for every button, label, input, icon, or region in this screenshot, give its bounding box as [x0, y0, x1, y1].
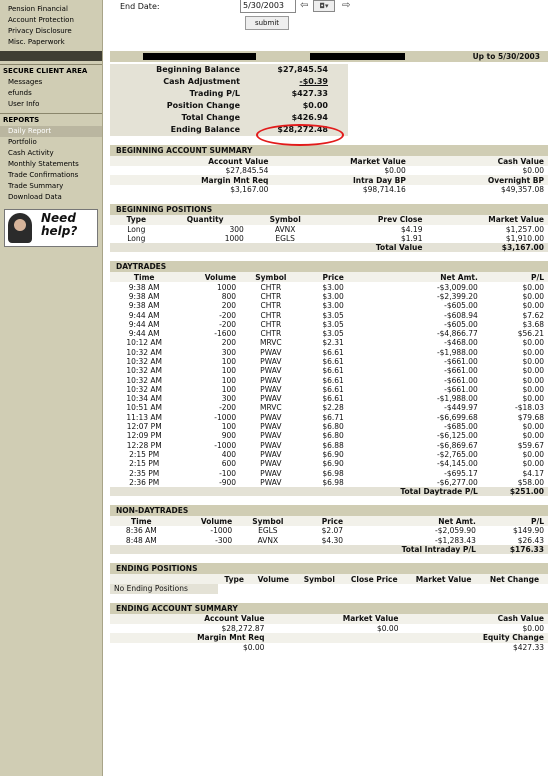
- column-header: Symbol: [296, 574, 342, 584]
- cell: 2:35 PM: [129, 468, 160, 478]
- table-row: [110, 450, 548, 459]
- table-row: [110, 375, 548, 384]
- cell: -1000: [210, 526, 233, 536]
- cell: $0.00: [522, 449, 544, 459]
- sidebar: [0, 0, 103, 776]
- cell: 100: [221, 384, 237, 394]
- daytrades: [110, 261, 548, 496]
- cell: -1000: [214, 440, 237, 450]
- table-row: [110, 348, 548, 357]
- column-header: P/L: [480, 516, 548, 526]
- table-row: [110, 459, 548, 468]
- cell: $6.61: [322, 357, 344, 366]
- summary-value: $3,167.00: [230, 185, 269, 195]
- summary-value: $427.33: [512, 642, 544, 652]
- column-header: Time: [110, 516, 173, 526]
- balance-key: Ending Balance: [170, 125, 240, 134]
- cell: $0.00: [522, 384, 544, 394]
- cell: 10:34 AM: [126, 394, 162, 404]
- cell: -$1,988.00: [436, 347, 478, 357]
- sidebar-item-pension-financial[interactable]: Pension Financial: [8, 5, 68, 13]
- balance-value: $427.33: [291, 89, 328, 98]
- table-row: [110, 292, 548, 301]
- cell: 2:36 PM: [129, 477, 160, 487]
- sidebar-item-daily-report[interactable]: Daily Report: [0, 126, 102, 137]
- cell: 10:32 AM: [126, 357, 162, 366]
- section-title: BEGINNING ACCOUNT SUMMARY: [110, 145, 548, 156]
- cell: 10:51 AM: [126, 403, 162, 413]
- cell: $6.90: [322, 449, 344, 459]
- cell: $1,257.00: [505, 224, 544, 234]
- cell: -$605.00: [444, 319, 478, 329]
- summary-value: $0.00: [522, 166, 544, 176]
- table-row: [110, 422, 548, 431]
- column-header: Net Amt.: [348, 272, 482, 282]
- balance-value: $28,272.48: [277, 125, 328, 134]
- cell: $6.80: [322, 422, 344, 432]
- cell: $6.61: [322, 375, 344, 385]
- table-row: [110, 320, 548, 329]
- total-row: [110, 243, 548, 252]
- cell: $26.43: [517, 535, 544, 545]
- total-label: Total Intraday P/L: [347, 545, 480, 554]
- need-help-label: Need help?: [41, 211, 78, 238]
- cell: -$1,283.43: [434, 535, 476, 545]
- cell: $58.00: [517, 477, 544, 487]
- cell: -$4,145.00: [436, 459, 478, 469]
- cell: 2:15 PM: [129, 459, 160, 469]
- column-header: Price: [299, 516, 347, 526]
- cell: Long: [127, 234, 146, 244]
- total-value: $251.00: [482, 487, 548, 496]
- table-row: [110, 441, 548, 450]
- balance-value: $0.00: [302, 101, 328, 110]
- cell: -$2,765.00: [436, 449, 478, 459]
- cell: PWAV: [260, 449, 282, 459]
- table-row: [110, 385, 548, 394]
- sidebar-item-cash-activity[interactable]: Cash Activity: [8, 149, 54, 157]
- sidebar-item-user-info[interactable]: User Info: [8, 100, 40, 108]
- cell: 10:32 AM: [126, 366, 162, 376]
- cell: $3.00: [322, 282, 344, 292]
- cell: $2.31: [322, 338, 344, 348]
- sidebar-divider: [0, 51, 102, 61]
- column-header: Price: [302, 272, 348, 282]
- summary-value: $98,714.16: [362, 185, 406, 195]
- cell: -1600: [214, 329, 237, 339]
- cell: -$6,699.68: [436, 412, 478, 422]
- sidebar-item-trade-confirmations[interactable]: Trade Confirmations: [8, 171, 79, 179]
- column-header: Margin Mnt Req: [110, 175, 272, 185]
- table-row: [110, 282, 548, 291]
- date-form: [110, 0, 548, 36]
- cell: $0.00: [522, 375, 544, 385]
- cell: -$661.00: [444, 366, 478, 376]
- cell: -$605.00: [444, 301, 478, 311]
- cell: CHTR: [260, 301, 282, 311]
- cell: $0.00: [522, 431, 544, 441]
- prev-date-arrow-icon[interactable]: ⇦: [300, 0, 309, 11]
- cell: $3.68: [522, 319, 544, 329]
- cell: $6.71: [322, 412, 344, 422]
- section-title: DAYTRADES: [110, 261, 548, 272]
- cell: 12:28 PM: [126, 440, 162, 450]
- cell: $6.80: [322, 431, 344, 441]
- sidebar-item-monthly-statements[interactable]: Monthly Statements: [8, 160, 79, 168]
- cell: $0.00: [522, 301, 544, 311]
- column-header: Volume: [178, 272, 240, 282]
- column-header: Volume: [173, 516, 237, 526]
- summary-value: $0.00: [242, 642, 265, 652]
- cell: -$468.00: [444, 338, 478, 348]
- balance-value: $27,845.54: [277, 65, 328, 74]
- cell: 100: [221, 366, 237, 376]
- cell: $6.61: [322, 347, 344, 357]
- submit-button[interactable]: submit: [245, 16, 289, 30]
- redacted-name: [143, 53, 256, 60]
- cell: 600: [221, 459, 237, 469]
- cell: 1000: [217, 282, 237, 292]
- cell: PWAV: [260, 394, 282, 404]
- column-header: Volume: [250, 574, 296, 584]
- cell: $6.98: [322, 468, 344, 478]
- cell: PWAV: [260, 440, 282, 450]
- cell: $4.30: [321, 535, 344, 545]
- need-help-button[interactable]: [4, 209, 98, 247]
- section-title: NON-DAYTRADES: [110, 505, 548, 516]
- cell: $4.17: [522, 468, 544, 478]
- balance-value[interactable]: -$0.39: [299, 77, 328, 86]
- cell: $0.00: [522, 366, 544, 376]
- cell: 1000: [224, 234, 244, 244]
- column-header: Type: [218, 574, 250, 584]
- column-header: Net Change: [481, 574, 548, 584]
- cell: -1000: [214, 412, 237, 422]
- cell: CHTR: [260, 310, 282, 320]
- cell: 10:32 AM: [126, 347, 162, 357]
- table-row: [110, 526, 548, 535]
- end-date-label: End Date:: [120, 2, 160, 11]
- column-header: Net Amt.: [347, 516, 480, 526]
- cell: 12:07 PM: [126, 422, 162, 432]
- cell: CHTR: [260, 282, 282, 292]
- cell: 400: [221, 449, 237, 459]
- cell: PWAV: [260, 431, 282, 441]
- cell: $0.00: [522, 357, 544, 366]
- cell: $6.61: [322, 366, 344, 376]
- cell: 8:36 AM: [125, 526, 157, 536]
- total-label: Total Value: [323, 243, 427, 252]
- table-row: [110, 431, 548, 440]
- cell: PWAV: [260, 384, 282, 394]
- sidebar-item-privacy-disclosure[interactable]: Privacy Disclosure: [8, 27, 72, 35]
- sidebar-item-trade-summary[interactable]: Trade Summary: [8, 182, 64, 190]
- cell: 9:38 AM: [128, 291, 160, 301]
- cell: EGLS: [258, 526, 278, 536]
- beginning-positions: [110, 204, 548, 253]
- cell: 2:15 PM: [129, 449, 160, 459]
- table-row: [110, 468, 548, 477]
- secure-area-heading: SECURE CLIENT AREA: [0, 64, 102, 77]
- cell: 12:09 PM: [126, 431, 162, 441]
- highlight-circle: [256, 124, 344, 146]
- sidebar-item-account-protection[interactable]: Account Protection: [8, 16, 74, 24]
- cell: MRVC: [260, 338, 282, 348]
- section-title: BEGINNING POSITIONS: [110, 204, 548, 215]
- column-header: Time: [110, 272, 178, 282]
- cell: -$685.00: [444, 422, 478, 432]
- cell: $56.21: [517, 329, 544, 339]
- column-header: Close Price: [342, 574, 406, 584]
- cell: -$661.00: [444, 357, 478, 366]
- total-label: Total Daytrade P/L: [348, 487, 482, 496]
- cell: $0.00: [522, 422, 544, 432]
- cell: 100: [221, 422, 237, 432]
- cell: -$1,988.00: [436, 394, 478, 404]
- table-row: [110, 225, 548, 234]
- cell: $6.61: [322, 384, 344, 394]
- table-row: [110, 413, 548, 422]
- cell: PWAV: [260, 347, 282, 357]
- cell: 100: [221, 357, 237, 366]
- column-header: Symbol: [240, 272, 301, 282]
- cell: $59.67: [517, 440, 544, 450]
- cell: PWAV: [260, 477, 282, 487]
- cell: 10:32 AM: [126, 384, 162, 394]
- cell: -200: [219, 319, 237, 329]
- cell: $3.00: [322, 291, 344, 301]
- cell: -$18.03: [515, 403, 544, 413]
- cell: 300: [221, 394, 237, 404]
- sidebar-item-misc-paperwork[interactable]: Misc. Paperwork: [8, 38, 65, 46]
- calendar-icon[interactable]: ◘▾: [313, 0, 335, 12]
- cell: $6.61: [322, 394, 344, 404]
- end-date-input[interactable]: 5/30/2003: [240, 0, 296, 13]
- empty-message: No Ending Positions: [110, 584, 218, 593]
- column-header: Overnight BP: [410, 175, 548, 185]
- cell: -300: [215, 535, 233, 545]
- cell: PWAV: [260, 468, 282, 478]
- cell: -$661.00: [444, 384, 478, 394]
- cell: 11:13 AM: [126, 412, 162, 422]
- cell: $0.00: [522, 347, 544, 357]
- cell: AVNX: [274, 224, 296, 234]
- cell: $2.07: [321, 526, 344, 536]
- cell: $3.05: [322, 310, 344, 320]
- cell: -900: [219, 477, 237, 487]
- column-header: Market Value: [406, 574, 481, 584]
- balance-key: Cash Adjustment: [163, 77, 240, 86]
- cell: 9:38 AM: [128, 282, 160, 292]
- cell: AVNX: [257, 535, 279, 545]
- cell: 9:44 AM: [128, 319, 160, 329]
- cell: PWAV: [260, 422, 282, 432]
- cell: $6.90: [322, 459, 344, 469]
- cell: $7.62: [522, 310, 544, 320]
- cell: $0.00: [522, 282, 544, 292]
- column-header: Market Value: [426, 215, 548, 225]
- cell: -$6,277.00: [436, 477, 478, 487]
- total-value: $3,167.00: [426, 243, 548, 252]
- cell: 900: [221, 431, 237, 441]
- cell: $3.00: [322, 301, 344, 311]
- balance-row: [110, 64, 348, 76]
- summary-value: $27,845.54: [225, 166, 269, 176]
- table-row: [110, 329, 548, 338]
- cell: 300: [229, 224, 244, 234]
- cell: -$608.94: [444, 310, 478, 320]
- column-header: Prev Close: [323, 215, 427, 225]
- column-header: Cash Value: [402, 614, 548, 624]
- sidebar-item-portfolio[interactable]: Portfolio: [8, 138, 37, 146]
- column-header: Type: [110, 215, 163, 225]
- account-header-bar: [110, 51, 548, 62]
- cell: CHTR: [260, 329, 282, 339]
- cell: PWAV: [260, 366, 282, 376]
- cell: 200: [221, 301, 237, 311]
- beginning-account-summary: [110, 145, 548, 195]
- ending-account-summary: [110, 603, 548, 653]
- cell: -$661.00: [444, 375, 478, 385]
- column-header: Market Value: [268, 614, 402, 624]
- cell: 200: [221, 338, 237, 348]
- cell: -$6,869.67: [436, 440, 478, 450]
- column-header: Symbol: [236, 516, 299, 526]
- total-value: $176.33: [480, 545, 548, 554]
- cell: 9:44 AM: [128, 310, 160, 320]
- cell: -200: [219, 403, 237, 413]
- column-header: Equity Change: [402, 633, 548, 643]
- cell: 8:48 AM: [125, 535, 157, 545]
- balance-key: Total Change: [181, 113, 240, 122]
- cell: EGLS: [275, 234, 295, 244]
- cell: -$3,009.00: [436, 282, 478, 292]
- balance-row: [110, 76, 348, 88]
- table-row: [110, 338, 548, 347]
- table-row: [110, 403, 548, 412]
- table-row: [110, 301, 548, 310]
- table-row: [110, 536, 548, 545]
- cell: $6.98: [322, 477, 344, 487]
- column-header: Cash Value: [410, 156, 548, 166]
- column-header: Account Value: [110, 614, 268, 624]
- balance-row: [110, 100, 348, 112]
- cell: $2.28: [322, 403, 344, 413]
- redacted-account: [310, 53, 405, 60]
- cell: -$4,866.77: [436, 329, 478, 339]
- summary-value: $49,357.08: [501, 185, 544, 195]
- balance-row: [110, 88, 348, 100]
- cell: 800: [221, 291, 237, 301]
- table-row: [110, 478, 548, 487]
- cell: $149.90: [512, 526, 544, 536]
- cell: CHTR: [260, 291, 282, 301]
- balance-key: Position Change: [166, 101, 240, 110]
- next-date-arrow-icon[interactable]: ⇨: [342, 0, 351, 11]
- column-header: Account Value: [110, 156, 272, 166]
- column-header: Market Value: [272, 156, 409, 166]
- section-title: ENDING POSITIONS: [110, 563, 548, 574]
- cell: Long: [127, 224, 146, 234]
- section-title: ENDING ACCOUNT SUMMARY: [110, 603, 548, 614]
- column-header: Intra Day BP: [272, 175, 409, 185]
- cell: $3.05: [322, 329, 344, 339]
- cell: PWAV: [260, 357, 282, 366]
- up-to-date-label: Up to 5/30/2003: [472, 52, 540, 61]
- summary-value: $0.00: [522, 623, 544, 633]
- cell: 9:38 AM: [128, 301, 160, 311]
- sidebar-item-messages[interactable]: Messages: [8, 78, 43, 86]
- cell: 100: [221, 375, 237, 385]
- table-row: [110, 357, 548, 366]
- total-row: [110, 487, 548, 496]
- sidebar-item-efunds[interactable]: efunds: [8, 89, 32, 97]
- cell: CHTR: [260, 319, 282, 329]
- cell: -$449.97: [444, 403, 478, 413]
- main-content: [110, 0, 548, 652]
- column-header: Quantity: [163, 215, 248, 225]
- balance-key: Trading P/L: [189, 89, 240, 98]
- summary-value: $0.00: [384, 166, 406, 176]
- cell: $0.00: [522, 394, 544, 404]
- cell: -100: [219, 468, 237, 478]
- summary-value: $0.00: [377, 623, 399, 633]
- non-daytrades: [110, 505, 548, 554]
- cell: $79.68: [517, 412, 544, 422]
- balance-row: [110, 112, 348, 124]
- cell: 9:44 AM: [128, 329, 160, 339]
- table-row: [110, 366, 548, 375]
- column-header: Margin Mnt Req: [110, 633, 268, 643]
- cell: -$695.17: [444, 468, 478, 478]
- cell: -$2,399.20: [436, 291, 478, 301]
- ending-positions: [110, 563, 548, 593]
- support-agent-icon: [8, 213, 32, 243]
- cell: 10:12 AM: [126, 338, 162, 348]
- cell: -$2,059.90: [434, 526, 476, 536]
- cell: 300: [221, 347, 237, 357]
- reports-heading: REPORTS: [0, 113, 102, 126]
- cell: $3.05: [322, 319, 344, 329]
- cell: $4.19: [401, 224, 423, 234]
- cell: $6.88: [322, 440, 344, 450]
- balance-value: $426.94: [291, 113, 328, 122]
- table-row: [110, 394, 548, 403]
- balance-key: Beginning Balance: [156, 65, 240, 74]
- cell: $1.91: [401, 234, 423, 244]
- column-header: P/L: [482, 272, 548, 282]
- table-row: [110, 310, 548, 319]
- cell: MRVC: [260, 403, 282, 413]
- cell: -200: [219, 310, 237, 320]
- sidebar-item-download-data[interactable]: Download Data: [8, 193, 62, 201]
- column-header: Symbol: [248, 215, 323, 225]
- table-row: [110, 234, 548, 243]
- cell: PWAV: [260, 412, 282, 422]
- table-row: [110, 584, 548, 593]
- cell: $0.00: [522, 338, 544, 348]
- cell: $0.00: [522, 291, 544, 301]
- cell: $1,910.00: [505, 234, 544, 244]
- cell: PWAV: [260, 375, 282, 385]
- total-row: [110, 545, 548, 554]
- cell: PWAV: [260, 459, 282, 469]
- cell: -$6,125.00: [436, 431, 478, 441]
- summary-value: $28,272.87: [221, 623, 265, 633]
- cell: 10:32 AM: [126, 375, 162, 385]
- cell: $0.00: [522, 459, 544, 469]
